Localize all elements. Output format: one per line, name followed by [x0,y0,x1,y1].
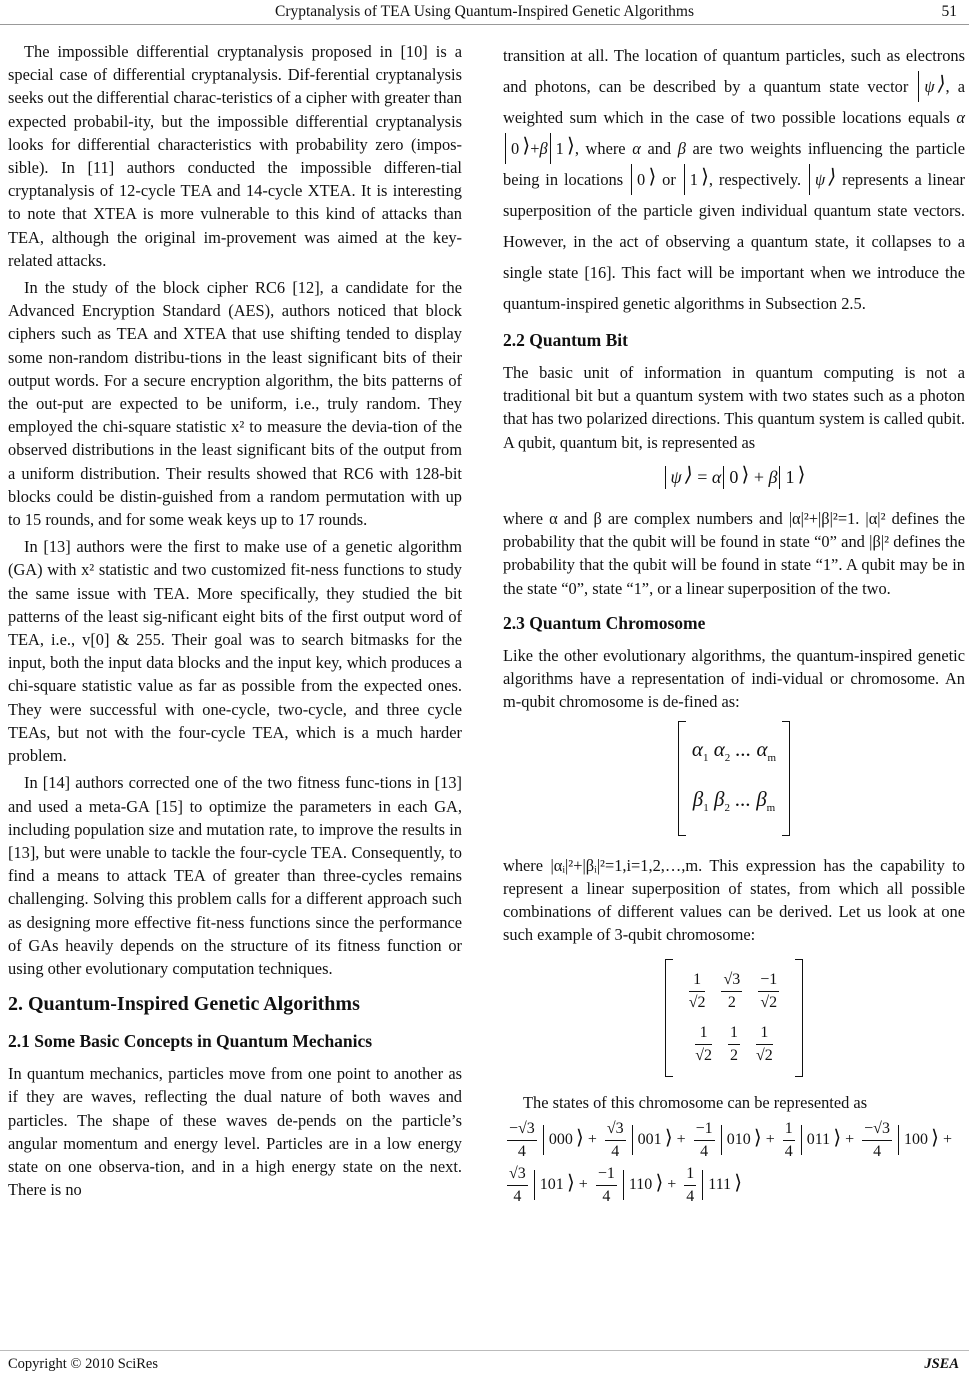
chromosome-matrix [678,721,790,835]
fraction: $\frac{1}{√2}$ [688,970,706,1011]
paragraph: where α and β are complex numbers and |α|²+|β|²=1. |α|² defines the probability that the qubit will be found in state “0” and |β|² defines the probability that the qubit will be found in state “1”. A qubit may be in the state “0”, state “1”, or a linear superposition of the two. [503,509,965,598]
plus-sign: + [583,1131,601,1148]
paragraph: In quantum mechanics, particles move from one point to another as if they are waves, reflecting the dual nature of both waves and particles. The shape of these waves de-pends on the particle’s angular momentum and energy level. Particles are in a low energy state on one observa-tion, and in a high energy state on the next. There is no [8,1064,462,1200]
ket-1: 1 ⟩ [684,164,707,195]
paragraph-quantum-state: transition at all. The location of quantum particles, such as electrons and photons, can be described by a quantum state vector ψ ⟩ , a weighted sum which in the case of two possible locations equals α0 ⟩ +β 1 ⟩ , where α and β are two weights influencing the particle being in locations 0 ⟩ or 1 ⟩ , respectively. ψ ⟩ represents a linear superposition of the particle given individual quantum state vectors. However, in the act of observing a quantum state, it collapses to a single state [16]. This fact will be important when we introduce the quantum-inspired genetic algorithms in Subsection 2.5. [503,40,965,319]
example-matrix-row-1 [681,969,788,1014]
ket-0: 0 ⟩ [505,133,528,164]
footer-copyright: Copyright © 2010 SciRes [8,1356,158,1372]
plus-sign: + [841,1131,859,1148]
fraction: $\frac{1}{√2}$ [695,1023,712,1064]
subsection-heading: 2.1 Some Basic Concepts in Quantum Mechanics [8,1031,373,1052]
ket-state: 110 ⟩ [623,1170,661,1200]
ket-0: 0 ⟩ [631,164,654,195]
ket-state: 001 ⟩ [632,1125,671,1155]
fraction: $\frac{-√3}{4}$ [864,1119,890,1160]
matrix-row-beta: $\beta_1$ $\beta_2$ ... $\beta_m$ [692,786,776,814]
chromosome-matrix-wrap [503,717,965,839]
paragraph: where |αᵢ|²+|βᵢ|²=1,i=1,2,…,m. This expression has the capability to represent a linear superposition of states, from which all possible combinations of different values can be derived. Let us look at one such example of 3-qubit chromosome: [503,855,965,945]
footer-divider [0,1350,969,1351]
fraction: $\frac{-1}{4}$ [597,1164,615,1205]
paragraph: The states of this chromosome can be represented as [523,1092,868,1112]
plus-sign: + [672,1131,690,1148]
ket-state: 101 ⟩ [534,1170,573,1200]
fraction: $\frac{√3}{2}$ [723,970,741,1011]
fraction: $\frac{√3}{4}$ [606,1119,624,1160]
states-line-2 [503,1163,965,1208]
paragraph: In [13] authors were the first to make use of a genetic algorithm (GA) with x² statistic and two customized fit-ness functions to study the same issue with TEA. More specifically, they studied the bit patterns of the least sig-nificant eight bits of the first output word of TEA, i.e., v[0] & 255. Their goal was to search bitmasks for the input, both the input data blocks and the input key, which produces a chi-square statistic value as far as possible from the expected ones. They were successful with one-cycle, two-cycle, and three cycle TEAs, but not with the four-cycle TEA, which is a much harder problem. [8,537,462,766]
states-line-1 [503,1118,965,1163]
section-heading: 2. Quantum-Inspired Genetic Algorithms [8,993,360,1016]
ket-state: 011 ⟩ [801,1125,839,1155]
fraction: $\frac{1}{4}$ [686,1164,695,1205]
fraction: $\frac{-√3}{4}$ [509,1119,535,1160]
page-header [0,0,969,26]
paragraph: The basic unit of information in quantum computing is not a traditional bit but a quantum system with two states such as a photon that has two polarized directions. This quantum system is called qubit. A qubit, quantum bit, is represented as [503,363,965,452]
fraction: $\frac{1}{4}$ [784,1119,793,1160]
fraction: $\frac{1}{2}$ [730,1023,738,1064]
plus-sign: + [761,1131,779,1148]
fraction: $\frac{-1}{√2}$ [760,970,778,1011]
ket-state: 100 ⟩ [898,1125,937,1155]
plus-sign: + [574,1176,592,1193]
ket-state: 010 ⟩ [721,1125,760,1155]
qubit-equation: ψ ⟩ = α 0 ⟩ + β 1 ⟩ [503,466,965,489]
ket-1: 1 ⟩ [550,133,573,164]
left-column [8,40,462,1205]
header-divider [0,24,969,25]
subsection-heading: 2.3 Quantum Chromosome [503,612,706,633]
footer-journal: JSEA [924,1356,959,1372]
ket-state: 000 ⟩ [543,1125,582,1155]
paragraph: Like the other evolutionary algorithms, the quantum-inspired genetic algorithms have a representation of indi-vidual or chromosome. An m-qubit chromosome is de-fined as: [503,645,965,712]
fraction: $\frac{-1}{4}$ [695,1119,713,1160]
example-matrix-row-2 [681,1022,788,1067]
paragraph: In the study of the block cipher RC6 [12], a candidate for the Advanced Encryption Standard (AES), authors noticed that block ciphers such as TEA and XTEA that use shifting tended to display some non-random distribu-tions in the least significant bits of their output words. For a secure encryption algorithm, the bits patterns of the out-put are expected to be uniform, i.e., truly random. They employed the chi-square statistic x² to measure the devia-tion of the observed distributions in the least significant bits of the output from a uniform distribution. Their results showed that RC6 with 128-bit blocks could be distin-guished from a random permutation with up to 15 rounds, and for some weak keys up to 17 rounds. [8,278,462,530]
plus-sign: + [938,1131,952,1148]
page-number: 51 [941,3,957,20]
paragraph: In [14] authors corrected one of the two fitness func-tions in [13] and used a meta-GA [15] to optimize the parameters in each GA, including population size and mutation rate, to improve the results in [13], but were unable to tackle the four-cycle TEA. Consequently, to find a means to attack TEA of greater than three-cycles remains challenging. Solving this problem calls for a different approach such as designing more effective fit-ness functions since the performance of GAs heavily depends on the structure of its fitness function or using other evolutionary computation techniques. [8,773,462,978]
paragraph: The impossible differential cryptanalysis proposed in [10] is a special case of differential cryptanalysis. Dif-ferential cryptanalysis seeks out the differential charac-teristics of a cipher with greater than expected probabil-ity, but the impossible differential cryptanalysis looks for differential characteristics with probability zero (impos-sible). In [11] authors conducted the impossible differen-tial cryptanalysis of 12-cycle TEA and 14-cycle XTEA. It is interesting to note that XTEA is more vulnerable to this kind of attacks than TEA, although the original im-provement was aimed at the key-related attacks. [8,42,462,270]
fraction: $\frac{√3}{4}$ [509,1164,526,1205]
matrix-row-alpha: $\alpha_1$ $\alpha_2$ ... $\alpha_m$ [691,737,777,765]
plus-sign: + [663,1176,681,1193]
example-matrix [665,959,804,1077]
subsection-heading: 2.2 Quantum Bit [503,330,628,350]
ket-psi: ψ ⟩ [918,71,943,102]
fraction: $\frac{1}{√2}$ [756,1023,773,1064]
running-title: Cryptanalysis of TEA Using Quantum-Inspired Genetic Algorithms [274,3,695,20]
example-matrix-wrap [503,955,965,1081]
right-column [503,40,965,1208]
ket-state: 111 ⟩ [702,1170,740,1200]
ket-psi: ψ ⟩ [809,164,834,195]
